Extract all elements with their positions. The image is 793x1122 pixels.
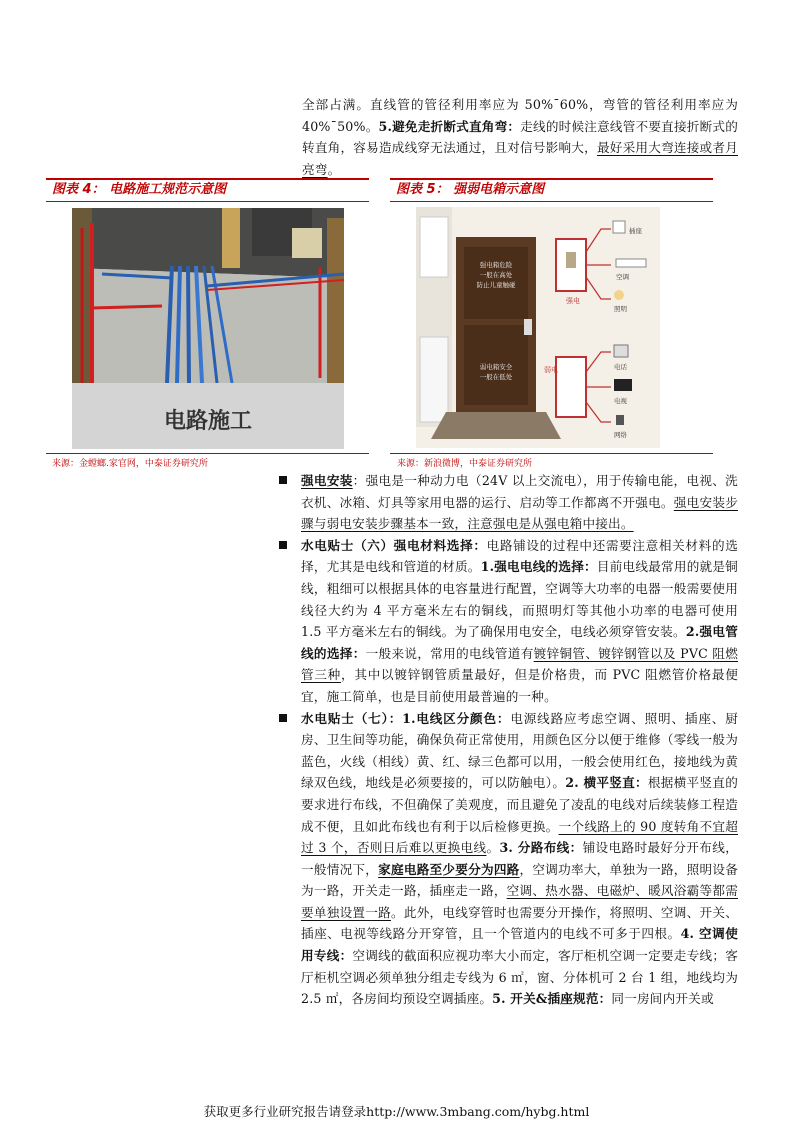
bullet-subhead: 2. 横平竖直： bbox=[565, 775, 648, 791]
bullet-lead: 水电贴士（六）强电材料选择： bbox=[301, 537, 487, 553]
device-tv: 电视 bbox=[614, 397, 627, 405]
bullet-text: 电路铺设的过程中还需要注意相关材料的选择，尤其是电线和管道的材质。 bbox=[301, 537, 738, 575]
electrical-box-diagram bbox=[416, 207, 660, 448]
device-socket: 插座 bbox=[629, 227, 642, 235]
device-network: 网络 bbox=[614, 431, 627, 439]
bullet-bold-underlined: 家庭电路至少要分为四路 bbox=[378, 861, 520, 877]
bullet-marker bbox=[279, 541, 287, 549]
bullet-text: 根据横平竖直的要求进行布线，不但确保了美观度，而且避免了凌乱的电线对后续装修工程造成不便，且如此布线也有利于以后检修更换。 bbox=[301, 775, 738, 834]
photo-caption: 电路施工 bbox=[163, 409, 253, 434]
bullet-list bbox=[275, 470, 738, 1010]
strong-label: 强电 bbox=[566, 297, 580, 305]
bullet-text: 铺设电路时最好分开布线，一般情况下， bbox=[301, 840, 738, 877]
device-ac: 空调 bbox=[616, 273, 629, 281]
figure-5-bottom-rule bbox=[390, 201, 713, 202]
figure-4-bottom-rule bbox=[46, 201, 369, 202]
device-phone: 电话 bbox=[614, 363, 627, 371]
construction-scene bbox=[72, 208, 344, 449]
bullet-text: ，其中以镀锌钢管质量最好，但是价格贵，而 PVC 阻燃管价格最便宜，施工简单，也是目前使用最普遍的一种。 bbox=[301, 667, 738, 704]
bullet-text: 同一房间内开关或 bbox=[611, 991, 714, 1007]
bullet-underlined: 空调、热水器、电磁炉、暖风浴霸等都需要单独设置一路 bbox=[301, 883, 738, 920]
bullet-lead: 水电贴士（七）： bbox=[301, 710, 403, 726]
bullet-tips-six bbox=[275, 535, 738, 708]
intro-heading: 5.避免走折断式直角弯： bbox=[378, 118, 521, 134]
strong-box-note-2: 一般在高处 bbox=[479, 271, 513, 279]
bullet-text: ：强电是一种动力电（24V 以上交流电），用于传输电能，电视、洗衣机、冰箱、灯具等家用电器的运行、启动等工作都离不开强电。 bbox=[301, 473, 738, 510]
bullet-subhead: 1.强电电线的选择： bbox=[480, 559, 597, 575]
figure-5-source: 来源：新浪微博，中泰证券研究所 bbox=[397, 459, 533, 469]
bullet-marker bbox=[279, 476, 287, 484]
strong-box-note-1: 强电箱危险 bbox=[479, 261, 513, 269]
bullet-underlined: 镀锌铜管、镀锌钢管以及 PVC 阻燃管三种 bbox=[301, 645, 738, 683]
door-and-boxes-scene bbox=[416, 207, 660, 448]
intro-text-2: 走线的时候注意线管不要直接折断式的转直角，容易造成线穿无法通过，且对信号影响大， bbox=[302, 118, 738, 156]
weak-box-note-1: 弱电箱安全 bbox=[479, 363, 513, 371]
intro-paragraph bbox=[302, 94, 738, 180]
weak-box-note-2: 一般在低处 bbox=[479, 373, 513, 381]
bullet-underlined: 强电安装步骤与弱电安装步骤基本一致，注意强电是从强电箱中接出。 bbox=[301, 494, 738, 532]
figure-4-source: 来源：金螳螂.家官网，中泰证券研究所 bbox=[52, 459, 208, 469]
bullet-underlined: 一个线路上的 90 度转角不宜超过 3 个，否则日后难以更换电线 bbox=[301, 818, 739, 856]
weak-label: 弱电 bbox=[544, 366, 558, 374]
bullet-text: 电源线路应考虑空调、照明、插座、厨房、卫生间等功能，确保负荷正常使用，用颜色区分以便于维修（零线一般为蓝色，火线（相线）黄、红、绿三色都可以用，一般会使用红色，接地线为黄绿双色线，地线是必须要接的，可以防触电）。 bbox=[301, 710, 738, 791]
intro-underlined: 最好采用大弯连接或者月亮弯 bbox=[302, 140, 738, 177]
bullet-subhead: 5. 开关&插座规范： bbox=[492, 991, 612, 1007]
bullet-subhead: 3. 分路布线： bbox=[499, 840, 583, 856]
intro-text: 全部占满。直线管的管径利用率应为 50%¯60%，弯管的管径利用率应为 40%¯50%。 bbox=[302, 97, 738, 134]
bullet-subhead: 4. 空调使用专线： bbox=[301, 926, 738, 964]
bullet-text: 空调线的截面积应视功率大小而定，客厅柜机空调一定要走专线；客厅柜机空调必须单独分组走专线为 6 ㎡，窗、分体机可 2 台 1 组，地线均为 2.5 ㎡，各房间均预设空调插座。 bbox=[301, 948, 738, 1007]
figure-4-source-rule bbox=[46, 453, 369, 454]
circuit-construction-photo bbox=[72, 208, 344, 449]
bullet-text: 。此外，电线穿管时也需要分开操作，将照明、空调、开关、插座、电视等线路分开穿管，且一个管道内的电线不可多于四根。 bbox=[301, 904, 738, 942]
intro-end: 。 bbox=[327, 161, 341, 177]
bullet-text: 一般来说，常用的电线管道有 bbox=[365, 645, 534, 661]
bullet-text: 。 bbox=[486, 840, 500, 856]
footer-link-text: 获取更多行业研究报告请登录http://www.3mbang.com/hybg.html bbox=[203, 1104, 590, 1119]
bullet-text: 目前电线最常用的就是铜线，粗细可以根据具体的电容量进行配置，空调等大功率的电器一般需要使用线径大约为 4 平方毫米左右的铜线，而照明灯等其他小功率的电器可使用 1.5 平方毫米左右的铜线。为了确保用电安全，电线必须穿管安装。 bbox=[301, 559, 738, 640]
bullet-subhead: 1.电线区分颜色： bbox=[402, 710, 511, 726]
strong-box-note-3: 防止儿童触碰 bbox=[476, 281, 516, 289]
device-light: 照明 bbox=[614, 305, 627, 313]
figure-5-source-rule bbox=[390, 453, 713, 454]
bullet-lead: 强电安装 bbox=[301, 473, 353, 488]
figure-4-title: 图表 4： 电路施工规范示意图 bbox=[52, 182, 227, 197]
bullet-tips-seven bbox=[275, 708, 738, 1010]
bullet-text: ，空调功率大，单独为一路，照明设备为一路，开关走一路，插座走一路， bbox=[301, 861, 739, 899]
bullet-strong-install bbox=[275, 470, 738, 535]
bullet-marker bbox=[279, 714, 287, 722]
bullet-subhead: 2.强电管线的选择： bbox=[301, 624, 738, 661]
figure-5-title: 图表 5： 强弱电箱示意图 bbox=[396, 182, 545, 197]
